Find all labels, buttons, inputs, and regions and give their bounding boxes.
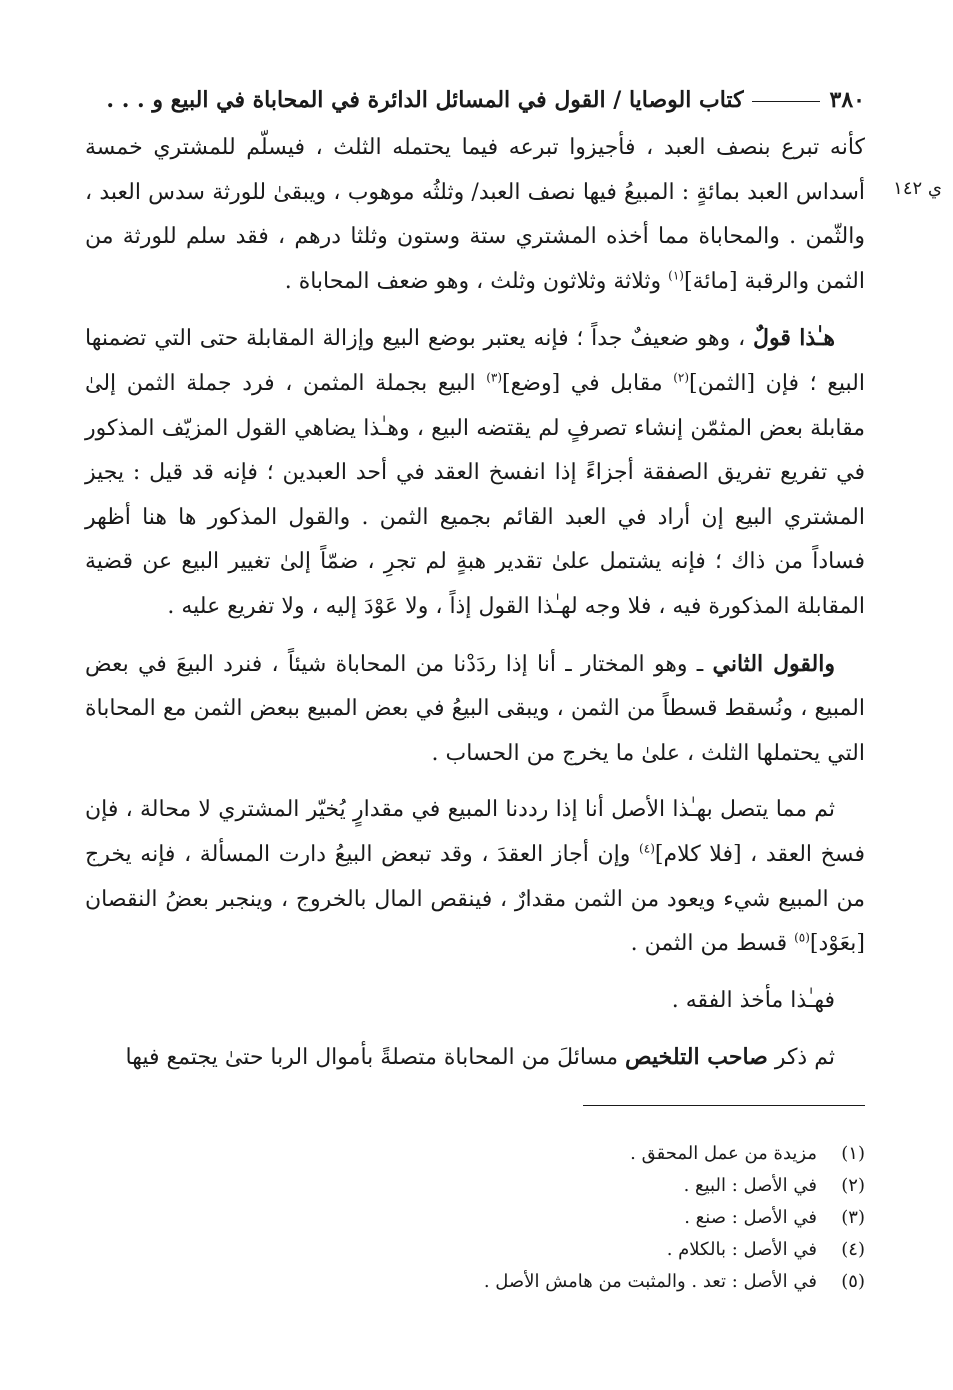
paragraph-text: البيع بجملة المثمن ، فرد جملة الثمن إلىٰ مقابلة بعض المثمّن إنشاء تصرفٍ لم يقتضه البيع ، وهـٰذا يضاهي القول المزيّف المذكور في تفريع تفريق الصفقة أجزاءً إذا انفسخ العقد في أحد العبدين ؛ فإنه قد قيل : يجيز المشتري البيع إن أراد في العبد القائم بجميع الثمن . والقول المذكور ها هنا أظهر فساداً من ذاك ؛ فإنه يشتمل علىٰ تقدير هبةٍ لم تجرِ ، ضمّاً إلىٰ تغيير البيع عن قضية المقابلة المذكورة فيه ، فلا وجه لهـٰذا القول إذاً ، ولا عَوْدَ إليه ، ولا تفريع عليه . — [85, 370, 865, 619]
paragraph-lead: والقول الثاني — [712, 650, 835, 677]
paragraph-text: مقابل في [وضع] — [502, 370, 674, 396]
paragraph-text: فهـٰذا مأخذ الفقه . — [671, 987, 835, 1013]
footnote-item — [300, 1170, 865, 1202]
running-header — [90, 80, 865, 120]
footnote-text: في الأصل : بالكلام . — [666, 1239, 817, 1260]
paragraph-1 — [85, 126, 865, 304]
paragraph-2 — [85, 316, 865, 629]
paragraph-text: وثلاثة وثلاثون وثلث ، وهو ضعف المحاباة . — [284, 268, 669, 294]
page-number: ٣٨٠ — [829, 87, 865, 113]
footnote-ref: (٤) — [639, 841, 655, 856]
main-text — [85, 126, 865, 1093]
footnote-text: في الأصل : صنع . — [684, 1207, 817, 1228]
footnote-item — [300, 1234, 865, 1266]
footnote-text: في الأصل : تعد . والمثبت من هامش الأصل . — [483, 1271, 817, 1292]
footnote-number: (٥) — [841, 1271, 865, 1292]
header-rule — [752, 101, 820, 102]
footnote-number: (٢) — [841, 1175, 865, 1196]
footnote-number: (٣) — [841, 1207, 865, 1228]
footnote-ref: (٣) — [486, 370, 503, 385]
footnote-text: مزيدة من عمل المحقق . — [630, 1143, 817, 1164]
footnotes — [300, 1138, 865, 1298]
footnote-ref: (٥) — [794, 930, 810, 945]
paragraph-6 — [85, 1035, 865, 1081]
footnote-item — [300, 1138, 865, 1170]
footnote-ref: (٢) — [673, 370, 690, 385]
footnote-separator — [583, 1105, 865, 1106]
paragraph-bold-term: صاحب التلخيص — [625, 1044, 768, 1071]
paragraph-text: ثم ذكر — [767, 1045, 835, 1071]
footnote-text: في الأصل : البيع . — [683, 1175, 817, 1196]
paragraph-lead: هـٰذا قولٌ — [752, 325, 835, 352]
footnote-number: (٤) — [841, 1239, 865, 1260]
header-title: كتاب الوصايا / القول في المسائل الدائرة في المحاباة في البيع و . . . — [106, 87, 744, 113]
paragraph-4 — [85, 788, 865, 966]
paragraph-text: ـ وهو المختار ـ أنا إذا ردَدْنا من المحاباة شيئاً ، فنرد البيعَ في بعض المبيع ، ونُسقط قسطاً من الثمن ، ويبقى البيعُ في بعض المبيع ببعض الثمن مع المحاباة التي يحتملها الثلث ، علىٰ ما يخرج من الحساب . — [85, 651, 865, 766]
paragraph-3 — [85, 642, 865, 777]
paragraph-5 — [85, 979, 865, 1024]
footnote-item — [300, 1266, 865, 1298]
paragraph-text: ثم مما يتصل بهـٰذا الأصل أنا إذا رددنا المبيع في مقدارٍ يُخيّر المشتري لا محالة ، فإن فسخ العقد ، [فلا كلام] — [85, 797, 865, 867]
footnote-ref: (١) — [668, 268, 684, 283]
margin-folio-note: ي ١٤٢ — [893, 178, 942, 199]
paragraph-text: مسائلَ من المحاباة متصلةً بأموال الربا حتىٰ يجتمع فيها — [125, 1045, 626, 1071]
footnote-item — [300, 1202, 865, 1234]
paragraph-text: ، وهو ضعيفٌ جداً ؛ فإنه يعتبر بوضع البيع وإزالة المقابلة حتى التي تضمنها البيع ؛ فإن [الثمن] — [85, 326, 865, 396]
footnote-number: (١) — [841, 1143, 865, 1164]
paragraph-text: وإن أجاز العقدَ ، وقد تبعض البيعُ دارت المسألة ، فإنه يخرج من المبيع شيء ويعود من الثمن مقدارٌ ، فينقص المال بالخروج ، وينجبر بعضُ النقصان [بعَوْد] — [85, 841, 865, 957]
paragraph-text: قسط من الثمن . — [630, 931, 795, 957]
paragraph-text: كأنه تبرع بنصف العبد ، فأجيزوا تبرعه فيما يحتمله الثلث ، فيسلّم للمشتري خمسة أسداس العبد بمائةٍ : المبيعُ فيها نصف العبد/ وثلثُه موهوب ، ويبقىٰ للورثة سدس العبد ، والثّمن . والمحاباة مما أخذه المشتري ستة وستون وثلثا درهم ، فقد سلم للورثة من الثمن والرقبة [مائة] — [85, 135, 865, 294]
